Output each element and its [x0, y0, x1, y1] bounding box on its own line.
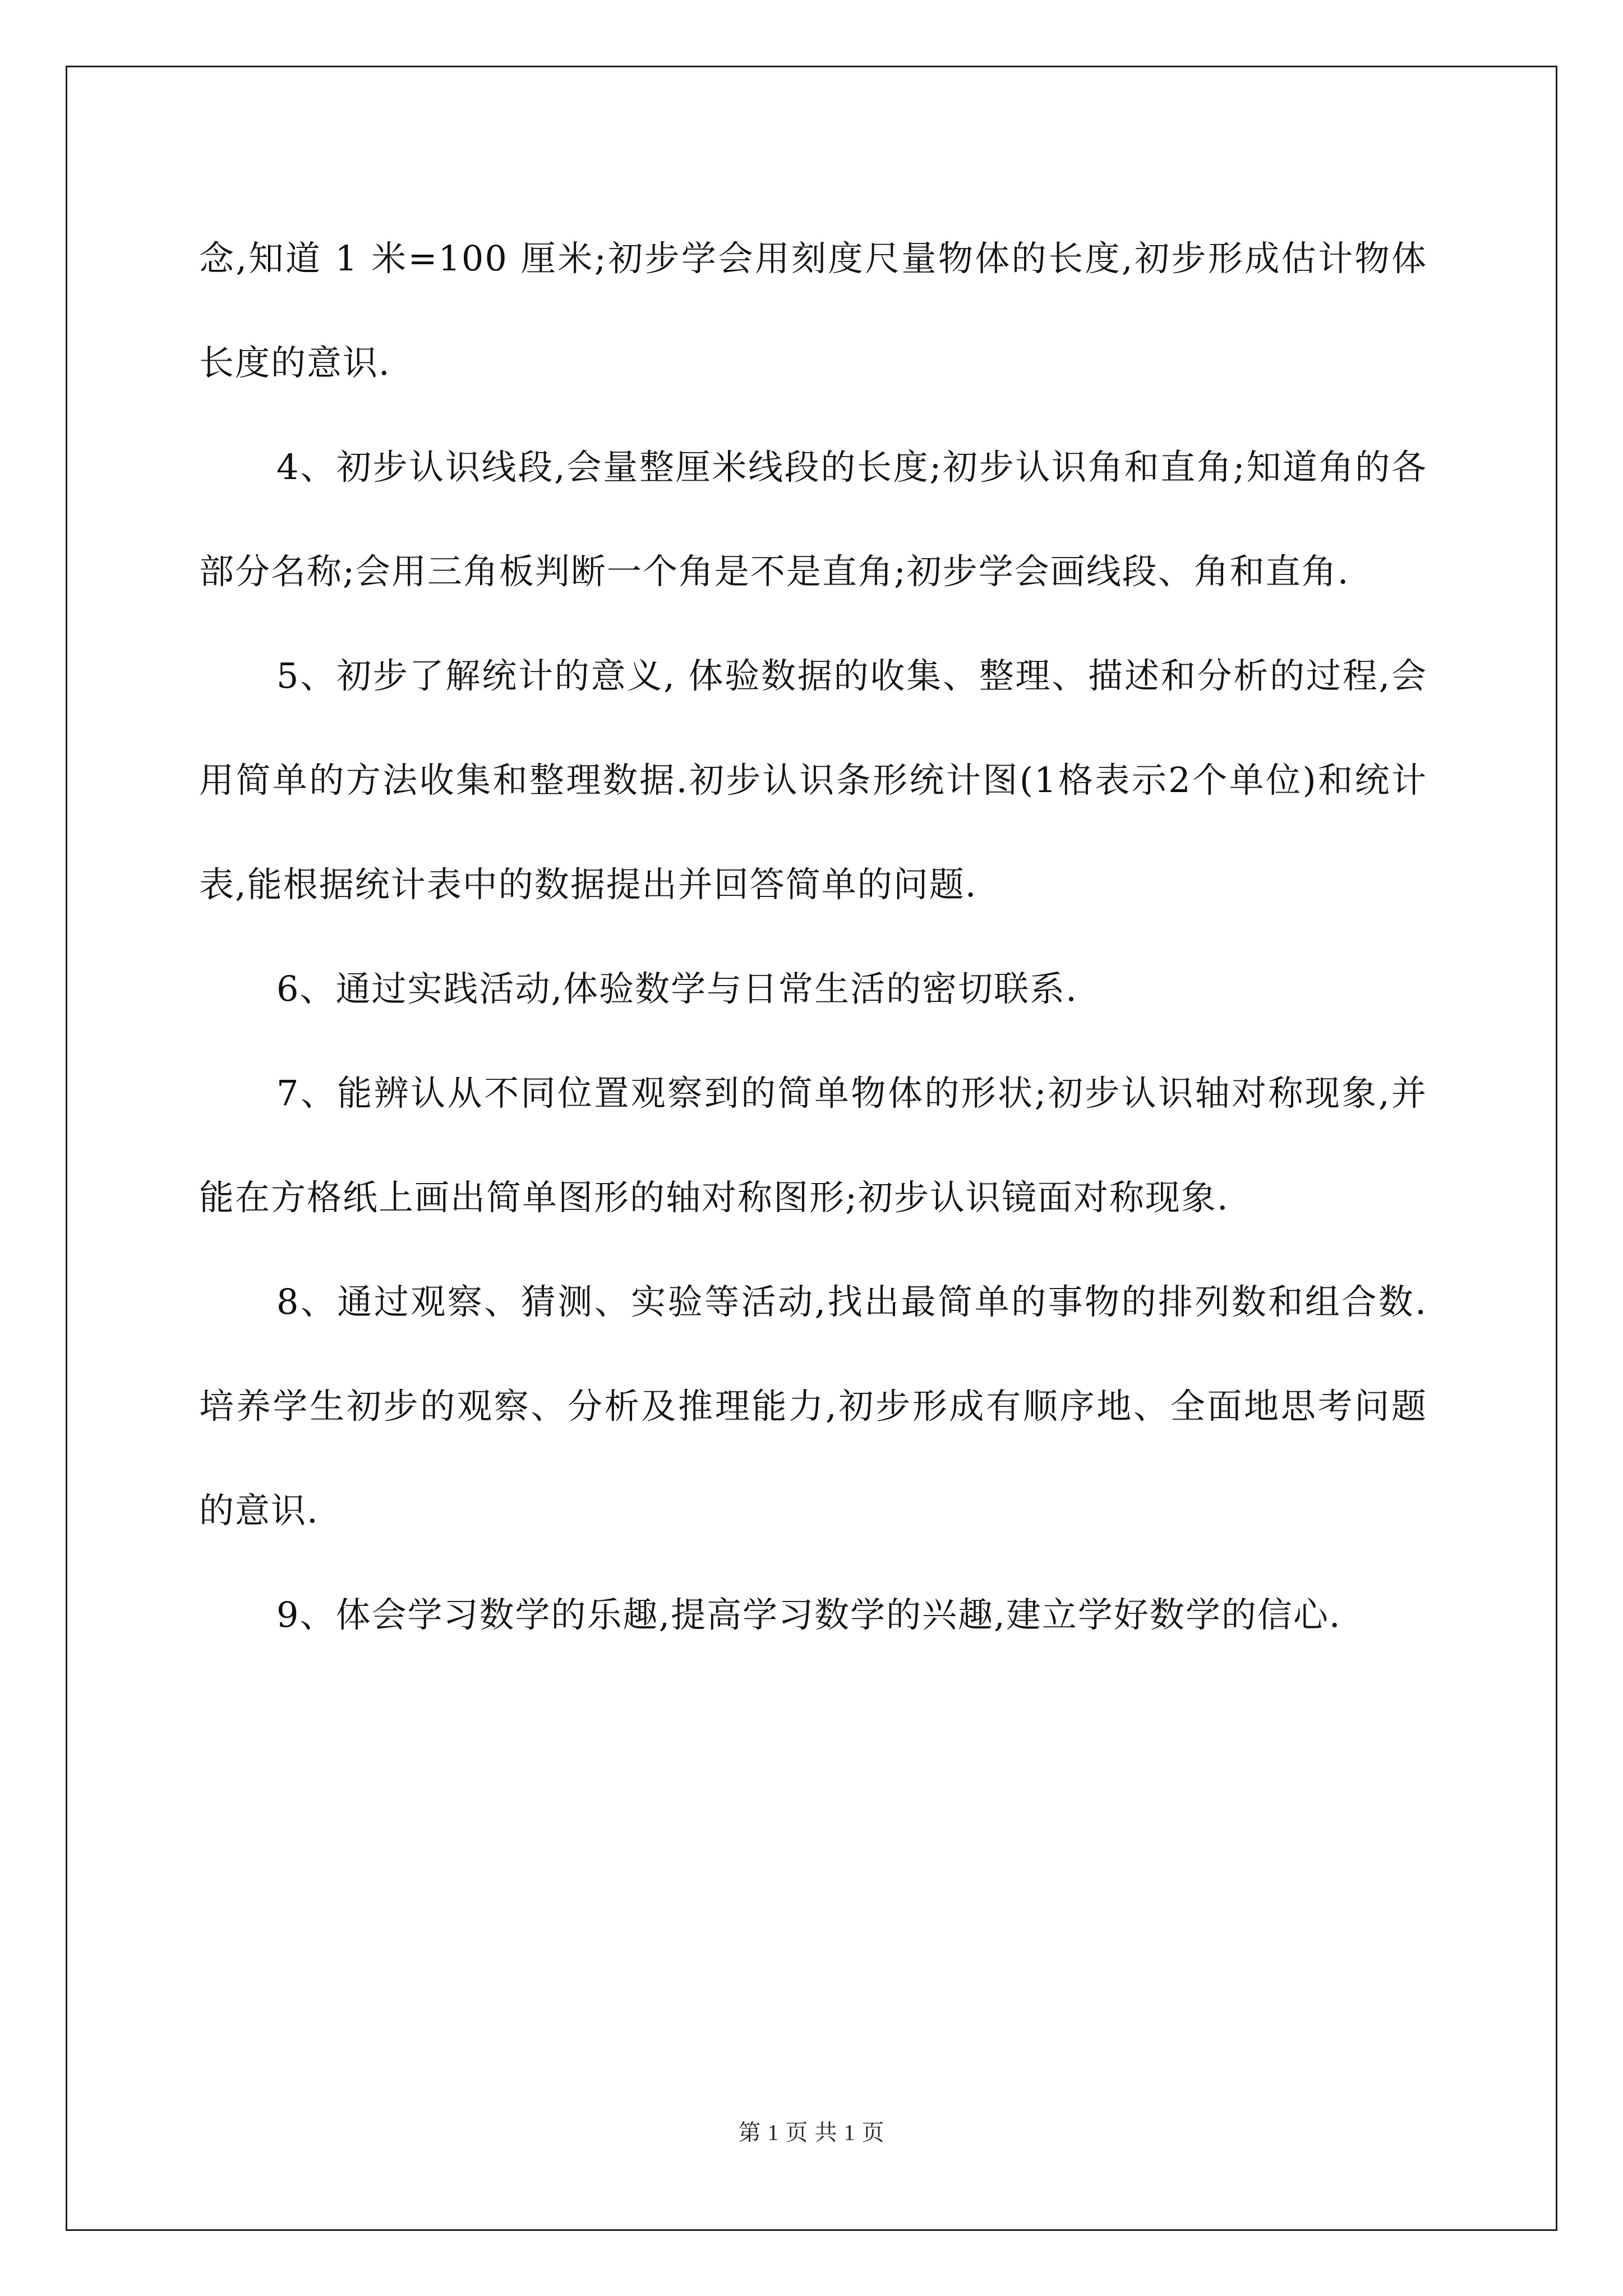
paragraph-item-5: 5、初步了解统计的意义, 体验数据的收集、整理、描述和分析的过程,会用简单的方法收集和整理数据.初步认识条形统计图(1格表示2个单位)和统计表,能根据统计表中的数据提出并回答简单的问题.	[199, 655, 1427, 905]
document-body	[199, 206, 1427, 1667]
paragraph-item-9: 9、体会学习数学的乐趣,提高学习数学的兴趣,建立学好数学的信心.	[276, 1594, 1341, 1635]
paragraph-item-6: 6、通过实践活动,体验数学与日常生活的密切联系.	[276, 968, 1078, 1009]
page-number-footer: 第 1 页 共 1 页	[738, 2120, 885, 2145]
paragraph-item-8: 8、通过观察、猜测、实验等活动,找出最简单的事物的排列数和组合数.培养学生初步的观察、分析及推理能力,初步形成有顺序地、全面地思考问题的意识.	[199, 1281, 1427, 1531]
paragraph-item-7: 7、能辨认从不同位置观察到的简单物体的形状;初步认识轴对称现象,并能在方格纸上画出简单图形的轴对称图形;初步认识镜面对称现象.	[199, 1073, 1427, 1218]
paragraph-continuation: 念,知道 1 米=100 厘米;初步学会用刻度尺量物体的长度,初步形成估计物体长度的意识.	[199, 238, 1427, 383]
paragraph-item-4: 4、初步认识线段,会量整厘米线段的长度;初步认识角和直角;知道角的各部分名称;会用三角板判断一个角是不是直角;初步学会画线段、角和直角.	[199, 447, 1427, 592]
